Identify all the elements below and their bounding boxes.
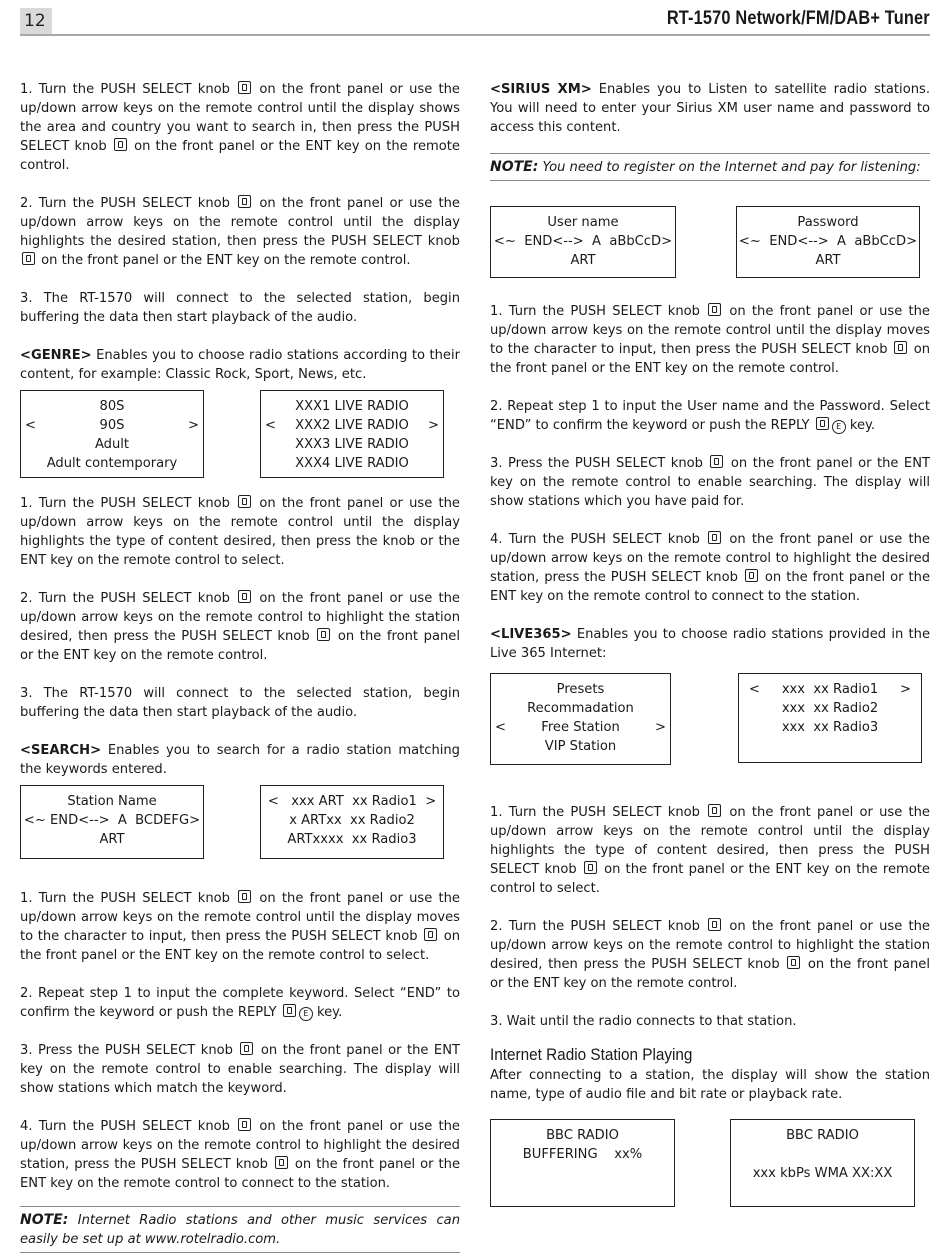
paragraph: 2. Turn the PUSH SELECT knob on the front panel or use the up/down arrow keys on the remote control to highlight the station desired, then press the PUSH SELECT knob on the front panel or the ENT key on the remote control.	[490, 919, 930, 991]
paragraph: 1. Turn the PUSH SELECT knob on the front panel or use the up/down arrow keys on the remote control until the display highlights the type of content desired, then press the PUSH SELECT knob on the front panel or the ENT key on the remote control to select.	[490, 805, 930, 896]
lcd-row	[20, 785, 460, 889]
knob-icon	[708, 804, 721, 817]
live365-menu-display: Presets Recommadation < Free Station > VIP Station	[490, 673, 671, 765]
username-display: User name <~ END<--> A aBbCcD> ART	[490, 206, 676, 278]
paragraph: 2. Repeat step 1 to input the complete keyword. Select “END” to confirm the keyword or push the REPLY E key.	[20, 986, 460, 1020]
reply-key-icon	[283, 1004, 296, 1017]
search-results-display: < xxx ART xx Radio1 > x ARTxx xx Radio2 ARTxxxx xx Radio3	[260, 785, 444, 859]
page-number: 12	[20, 8, 52, 34]
password-display: Password <~ END<--> A aBbCcD> ART	[736, 206, 920, 278]
note-box	[490, 153, 930, 181]
search-paragraph: <SEARCH> Enables you to search for a radio station matching the keywords entered.	[20, 743, 460, 777]
paragraph: 4. Turn the PUSH SELECT knob on the front panel or use the up/down arrow keys on the remote control to highlight the desired station, press the PUSH SELECT knob on the front panel or the ENT key on the remote control to connect to the station.	[490, 532, 931, 604]
paragraph: 1. Turn the PUSH SELECT knob on the front panel or use the up/down arrow keys on the remote control until the display shows the area and country you want to search in, then press the PUSH SELECT knob on the front panel or the ENT key on the remote control.	[20, 82, 460, 173]
paragraph: 2. Repeat step 1 to input the User name and the Password. Select “END” to confirm the keyword or push the REPLY E key.	[490, 399, 930, 433]
knob-icon	[708, 303, 721, 316]
paragraph: 3. The RT-1570 will connect to the selected station, begin buffering the data then start playback of the audio.	[20, 291, 460, 325]
e-circle-icon: E	[832, 420, 846, 434]
knob-icon	[238, 890, 251, 903]
note-text: NOTE: Internet Radio stations and other music services can easily be set up at www.rotelradio.com.	[20, 1212, 460, 1247]
left-column	[20, 80, 460, 1253]
note-label: NOTE:	[20, 1212, 69, 1228]
paragraph: 3. The RT-1570 will connect to the selected station, begin buffering the data then start playback of the audio.	[20, 686, 460, 720]
page-header	[20, 8, 930, 36]
knob-icon	[710, 455, 723, 468]
knob-icon	[708, 918, 721, 931]
knob-icon	[238, 81, 251, 94]
section-heading: Internet Radio Station Playing	[490, 1045, 693, 1064]
search-entry-display: Station Name <~ END<--> A BCDEFG> ART	[20, 785, 204, 859]
station-list-display: XXX1 LIVE RADIO < XXX2 LIVE RADIO > XXX3 LIVE RADIO XXX4 LIVE RADIO	[260, 390, 444, 478]
knob-icon	[317, 628, 330, 641]
lcd-row	[20, 390, 460, 494]
lcd-row	[490, 673, 930, 803]
knob-icon	[240, 1042, 253, 1055]
note-label: NOTE:	[490, 159, 539, 175]
knob-icon	[238, 495, 251, 508]
paragraph: 1. Turn the PUSH SELECT knob on the front panel or use the up/down arrow keys on the remote control until the display highlights the type of content desired, then press the knob or the ENT key on the remote control to select.	[20, 496, 460, 568]
knob-icon	[787, 956, 800, 969]
paragraph: 1. Turn the PUSH SELECT knob on the front panel or use the up/down arrow keys on the remote control until the display moves to the character to input, then press the PUSH SELECT knob on the front panel or the ENT key on the remote control.	[490, 304, 930, 376]
knob-icon	[745, 569, 758, 582]
knob-icon	[114, 138, 127, 151]
genre-display: 80S < 90S > Adult Adult contemporary	[20, 390, 204, 478]
paragraph: 2. Turn the PUSH SELECT knob on the front panel or use the up/down arrow keys on the remote control to highlight the station desired, then press the PUSH SELECT knob on the front panel or the ENT key on the remote control.	[20, 591, 460, 663]
paragraph: 3. Press the PUSH SELECT knob on the front panel or the ENT key on the remote control to enable searching. The display will show stations which match the keyword.	[20, 1043, 460, 1096]
paragraph: 1. Turn the PUSH SELECT knob on the front panel or use the up/down arrow keys on the remote control until the display moves to the character to input, then press the PUSH SELECT knob on the front panel or the ENT key on the remote control to select.	[20, 891, 460, 963]
knob-icon	[238, 590, 251, 603]
note-box	[20, 1206, 460, 1253]
paragraph: 3. Press the PUSH SELECT knob on the front panel or the ENT key on the remote control to enable searching. The display will show stations which you have paid for.	[490, 456, 930, 509]
keyword: <SIRIUS XM>	[490, 82, 592, 97]
keyword: <GENRE>	[20, 348, 92, 363]
live365-stations-display: < xxx xx Radio1 > xxx xx Radio2 xxx xx Radio3	[738, 673, 922, 763]
buffering-display: BBC RADIO BUFFERING xx%	[490, 1119, 675, 1207]
note-text: NOTE: You need to register on the Internet and pay for listening:	[490, 159, 921, 175]
paragraph: After connecting to a station, the display will show the station name, type of audio file and bit rate or playback rate.	[490, 1068, 930, 1102]
e-circle-icon: E	[299, 1007, 313, 1021]
knob-icon	[238, 1118, 251, 1131]
reply-key-icon	[816, 417, 829, 430]
knob-icon	[584, 861, 597, 874]
right-column	[490, 80, 930, 1219]
knob-icon	[424, 928, 437, 941]
sirius-paragraph: <SIRIUS XM> Enables you to Listen to satellite radio stations. You will need to enter your Sirius XM user name and password to access this content.	[490, 82, 930, 135]
knob-icon	[22, 252, 35, 265]
live365-paragraph: <LIVE365> Enables you to choose radio stations provided in the Live 365 Internet:	[490, 627, 930, 661]
playback-display: BBC RADIO xxx kbPs WMA XX:XX	[730, 1119, 915, 1207]
paragraph: 2. Turn the PUSH SELECT knob on the front panel or use the up/down arrow keys on the remote control until the display highlights the desired station, then press the PUSH SELECT knob on the front panel or the ENT key on the remote control.	[20, 196, 460, 268]
genre-paragraph: <GENRE> Enables you to choose radio stations according to their content, for example: Classic Rock, Sport, News, etc.	[20, 348, 460, 382]
keyword: <SEARCH>	[20, 743, 102, 758]
knob-icon	[708, 531, 721, 544]
knob-icon	[894, 341, 907, 354]
knob-icon	[238, 195, 251, 208]
paragraph: 4. Turn the PUSH SELECT knob on the front panel or use the up/down arrow keys on the remote control to highlight the desired station, press the PUSH SELECT knob on the front panel or the ENT key on the remote control to connect to the station.	[20, 1119, 461, 1191]
lcd-row	[490, 206, 930, 302]
keyword: <LIVE365>	[490, 627, 572, 642]
lcd-row	[490, 1119, 930, 1219]
paragraph: 3. Wait until the radio connects to that station.	[490, 1014, 797, 1029]
knob-icon	[275, 1156, 288, 1169]
document-title: RT-1570 Network/FM/DAB+ Tuner	[667, 8, 930, 29]
